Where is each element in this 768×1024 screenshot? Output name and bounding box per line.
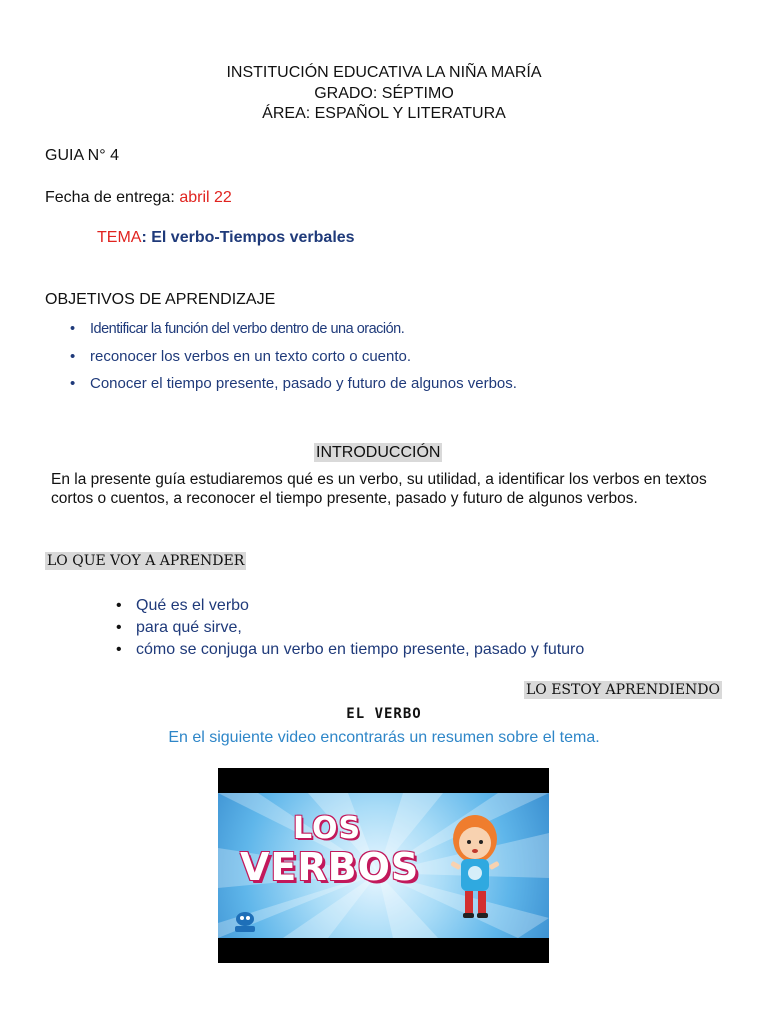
list-item: • para qué sirve, <box>114 617 584 639</box>
learn-title <box>45 553 246 569</box>
video-title-line2: VERBOS <box>240 845 420 889</box>
happy-learning-logo-icon <box>232 911 258 933</box>
topic <box>97 229 355 247</box>
list-item: • Identificar la función del verbo dentro de una oración. <box>68 316 517 343</box>
introduction-title-text: INTRODUCCIÓN <box>316 444 441 461</box>
delivery-date <box>45 189 232 207</box>
objectives-list <box>68 316 517 397</box>
objectives-title: OBJETIVOS DE APRENDIZAJE <box>45 291 276 308</box>
verb-title: EL VERBO <box>346 706 422 722</box>
list-item: • cómo se conjuga un verbo en tiempo presente, pasado y futuro <box>114 639 584 661</box>
institution-name: INSTITUCIÓN EDUCATIVA LA NIÑA MARÍA <box>226 64 542 81</box>
video-thumbnail[interactable] <box>218 793 549 938</box>
list-item: • reconocer los verbos en un texto corto o cuento. <box>68 343 517 370</box>
video-title-line1: LOS <box>293 811 362 846</box>
list-item: • Qué es el verbo <box>114 595 584 617</box>
happy-learning-logo <box>232 911 258 933</box>
introduction-text: En la presente guía estudiaremos qué es un verbo, su utilidad, a identificar los verbos en textos cortos o cuentos, a reconocer el tiempo presente, pasado y futuro de algunos verbos. <box>51 471 707 507</box>
topic-value: : El verbo-Tiempos verbales <box>141 229 355 246</box>
guide-number: GUIA N° 4 <box>45 147 119 164</box>
learning-now-text: LO ESTOY APRENDIENDO <box>525 682 720 698</box>
introduction-title <box>314 444 442 462</box>
girl-character-icon <box>433 813 523 933</box>
learn-title-text: LO QUE VOY A APRENDER <box>47 553 245 569</box>
learn-list <box>114 595 584 661</box>
video-intro: En el siguiente video encontrarás un resumen sobre el tema. <box>168 729 600 746</box>
learning-now-label <box>524 682 722 698</box>
list-item: • Conocer el tiempo presente, pasado y futuro de algunos verbos. <box>68 370 517 397</box>
area-line: ÁREA: ESPAÑOL Y LITERATURA <box>262 105 506 122</box>
video-player[interactable] <box>218 768 549 963</box>
grade-line: GRADO: SÉPTIMO <box>314 85 454 102</box>
topic-label: TEMA <box>97 229 142 246</box>
delivery-date-value: abril 22 <box>179 189 232 206</box>
delivery-date-label: Fecha de entrega: <box>45 189 180 206</box>
